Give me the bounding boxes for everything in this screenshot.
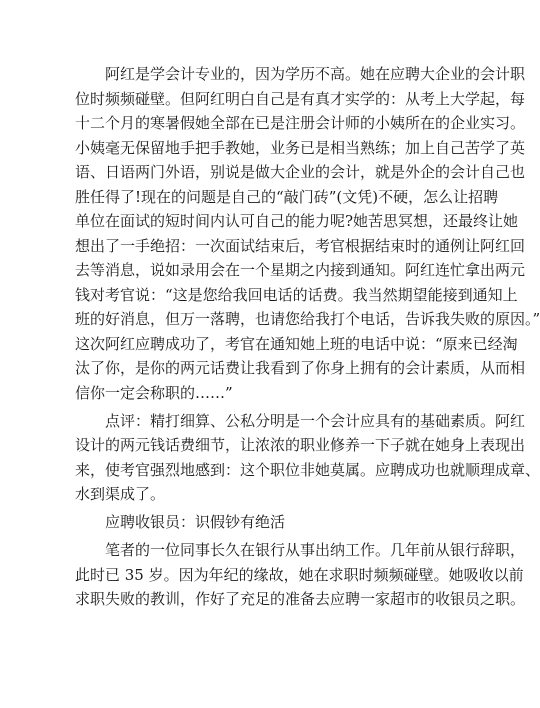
text-line: 来，使考官强烈地感到：这个职位非她莫属。应聘成功也就顺理成章、 [75, 461, 540, 479]
text-line: 单位在面试的短时间内认可自己的能力呢?她苦思冥想，还最终让她 [75, 212, 519, 230]
text-line: 去等消息，说如录用会在一个星期之内接到通知。阿红连忙拿出两元 [75, 261, 526, 279]
text-line: 此时已 35 岁。因为年纪的缘故，她在求职时频频碰壁。她吸收以前 [75, 566, 524, 584]
text-line: 这次阿红应聘成功了，考官在通知她上班的电话中说：“原来已经淘 [75, 335, 518, 353]
text-line: 水到渠成了。 [75, 485, 166, 503]
text-line: 点评：精打细算、公私分明是一个会计应具有的基础素质。阿红 [105, 412, 526, 430]
text-line: 小姨毫无保留地手把手教她，业务已是相当熟练；加上自己苦学了英 [75, 139, 526, 157]
text-line: 信你一定会称职的……” [75, 384, 233, 402]
text-line: 求职失败的教训，作好了充足的准备去应聘一家超市的收银员之职。 [75, 590, 526, 608]
text-line: 钱对考官说：“这是您给我回电话的话费。我当然期望能接到通知上 [75, 286, 518, 304]
text-line: 笔者的一位同事长久在银行从事出纳工作。几年前从银行辞职， [105, 541, 526, 559]
text-line: 汰了你，是你的两元话费让我看到了你身上拥有的会计素质，从而相 [75, 359, 526, 377]
section-heading: 应聘收银员：识假钞有绝活 [105, 513, 286, 531]
text-line: 阿红是学会计专业的，因为学历不高。她在应聘大企业的会计职 [105, 65, 526, 83]
text-line: 想出了一手绝招：一次面试结束后，考官根据结束时的通例让阿红回 [75, 237, 526, 255]
text-line: 语、日语两门外语，别说是做大企业的会计，就是外企的会计自己也 [75, 163, 526, 181]
text-line: 班的好消息，但万一落聘，也请您给我打个电话，告诉我失败的原因。” [75, 310, 540, 328]
text-line: 十二个月的寒暑假她全部在已是注册会计师的小姨所在的企业实习。 [75, 114, 526, 132]
text-line: 设计的两元钱话费细节，让浓浓的职业修养一下子就在她身上表现出 [75, 436, 526, 454]
text-line: 位时频频碰壁。但阿红明白自己是有真才实学的：从考上大学起，每 [75, 90, 526, 108]
text-line: 胜任得了!现在的问题是自己的“敲门砖”(文凭)不硬，怎么让招聘 [75, 188, 499, 206]
